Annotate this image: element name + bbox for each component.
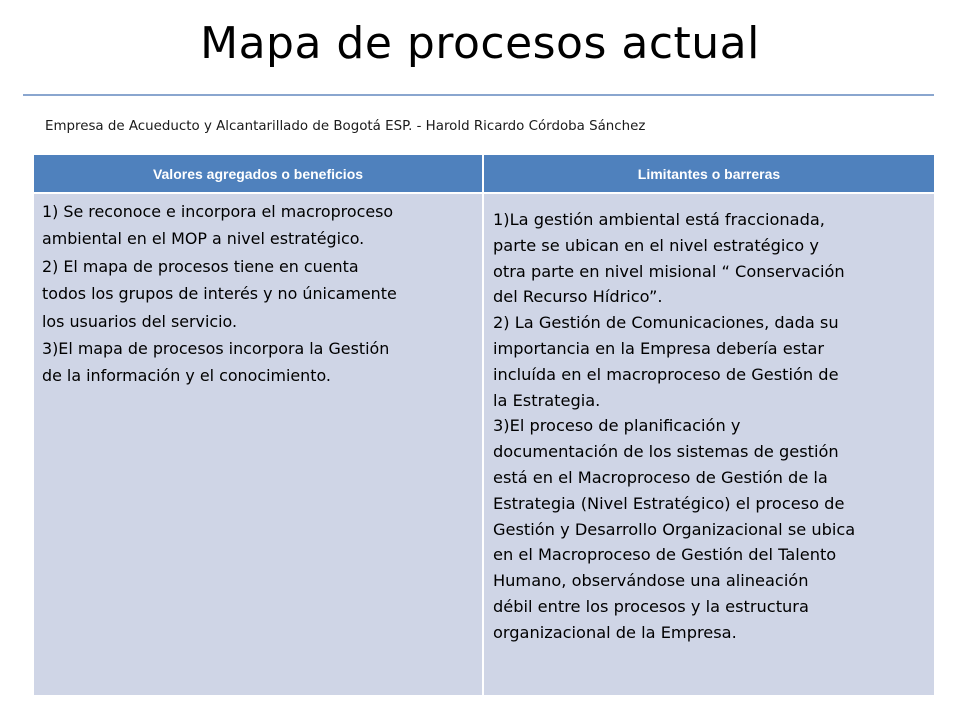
column-header-barriers: Limitantes o barreras	[483, 155, 934, 193]
benefits-line: los usuarios del servicio.	[42, 311, 238, 331]
barriers-text	[484, 194, 934, 646]
barriers-line: documentación de los sistemas de gestión	[493, 442, 839, 462]
barriers-line: importancia en la Empresa debería estar	[493, 338, 825, 358]
benefits-line: de la información y el conocimiento.	[42, 366, 331, 386]
benefits-line: todos los grupos de interés y no únicamente	[42, 284, 397, 304]
page-title: Mapa de procesos actual	[200, 18, 760, 69]
barriers-line: en el Macroproceso de Gestión del Talento	[493, 545, 837, 565]
page-subtitle: Empresa de Acueducto y Alcantarillado de Bogotá ESP. - Harold Ricardo Córdoba Sánchez	[45, 119, 646, 134]
barriers-line: parte se ubican en el nivel estratégico y	[493, 235, 819, 255]
barriers-line: 3)El proceso de planificación y	[493, 416, 741, 436]
title-divider	[23, 94, 934, 96]
benefits-line: 3)El mapa de procesos incorpora la Gestión	[42, 339, 390, 359]
benefits-line: ambiental en el MOP a nivel estratégico.	[42, 229, 365, 249]
barriers-line: incluída en el macroproceso de Gestión de	[493, 364, 839, 384]
barriers-line: 2) La Gestión de Comunicaciones, dada su	[493, 313, 839, 333]
comparison-table	[34, 155, 934, 695]
barriers-line: la Estrategia.	[493, 390, 601, 410]
barriers-line: Gestión y Desarrollo Organizacional se ubica	[493, 519, 856, 539]
benefits-line: 1) Se reconoce e incorpora el macroproceso	[42, 202, 394, 221]
barriers-line: 1)La gestión ambiental está fraccionada,	[493, 210, 825, 229]
table-row	[34, 193, 934, 695]
barriers-line: del Recurso Hídrico”.	[493, 287, 663, 307]
barriers-line: está en el Macroproceso de Gestión de la	[493, 467, 828, 487]
column-header-benefits: Valores agregados o beneficios	[34, 155, 483, 193]
barriers-cell	[483, 193, 934, 695]
barriers-line: débil entre los procesos y la estructura	[493, 596, 809, 616]
benefits-cell	[34, 193, 483, 695]
benefits-text	[34, 194, 482, 390]
barriers-line: otra parte en nivel misional “ Conservación	[493, 261, 845, 281]
benefits-line: 2) El mapa de procesos tiene en cuenta	[42, 256, 359, 276]
table-header-row	[34, 155, 934, 193]
barriers-line: Estrategia (Nivel Estratégico) el proceso de	[493, 493, 845, 513]
barriers-line: Humano, observándose una alineación	[493, 571, 809, 591]
barriers-line: organizacional de la Empresa.	[493, 622, 737, 642]
